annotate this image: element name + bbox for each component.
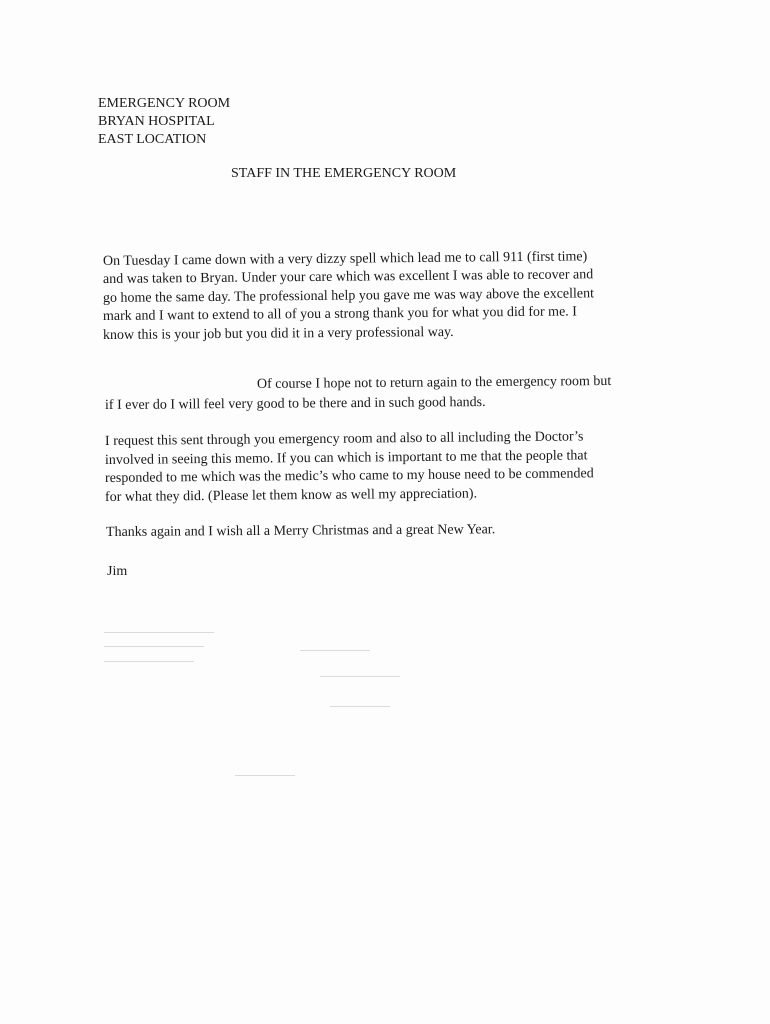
address-line: EMERGENCY ROOM <box>98 96 231 111</box>
body-line: go home the same day. The professional help you gave me was way above the excellent <box>102 286 595 306</box>
body-line: I request this sent through you emergency room and also to all including the Doctor’s <box>104 429 584 449</box>
body-line: for what they did. (Please let them know as well my appreciation). <box>104 486 478 505</box>
body-line: responded to me which was the medic’s who came to my house need to be commended <box>104 466 594 486</box>
signature: Jim <box>107 564 128 579</box>
body-line: mark and I want to extend to all of you a strong thank you for what you did for me. I <box>102 304 577 324</box>
scan-speck <box>104 661 194 662</box>
body-line: know this is your job but you did it in a very professional way. <box>102 324 454 343</box>
body-line: Of course I hope not to return again to the emergency room but <box>256 373 612 392</box>
scan-speck <box>104 632 214 633</box>
body-line: involved in seeing this memo. If you can which is important to me that the people that <box>104 448 588 468</box>
address-line: BRYAN HOSPITAL <box>98 114 215 129</box>
scan-speck <box>330 706 390 707</box>
address-line: EAST LOCATION <box>98 132 207 147</box>
body-line: if I ever do I will feel very good to be there and in such good hands. <box>104 395 486 413</box>
scan-speck <box>300 650 370 651</box>
body-line: and was taken to Bryan. Under your care which was excellent I was able to recover and <box>102 267 594 287</box>
closing-line: Thanks again and I wish all a Merry Christmas and a great New Year. <box>105 522 496 540</box>
letter-subject: STAFF IN THE EMERGENCY ROOM <box>231 166 457 181</box>
scan-speck <box>235 775 295 776</box>
scan-speck <box>104 646 204 647</box>
scan-speck <box>320 676 400 677</box>
body-line: On Tuesday I came down with a very dizzy spell which lead me to call 911 (first time) <box>102 249 588 269</box>
